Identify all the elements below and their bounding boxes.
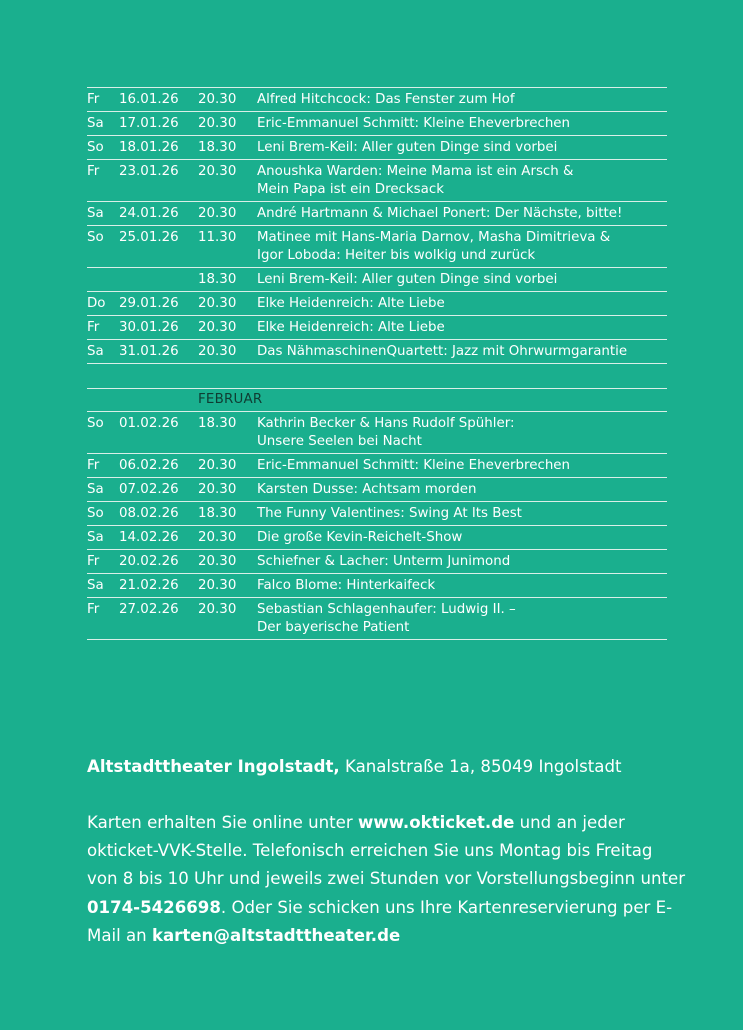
event-date: 25.01.26 xyxy=(119,230,179,245)
event-title xyxy=(257,481,667,499)
event-time: 20.30 xyxy=(198,296,237,311)
event-day: Sa xyxy=(87,530,104,545)
event-day: So xyxy=(87,416,104,431)
event-time: 11.30 xyxy=(198,230,237,245)
event-date: 16.01.26 xyxy=(119,92,179,107)
event-row xyxy=(87,550,667,574)
email-link[interactable]: karten@altstadttheater.de xyxy=(151,925,401,945)
event-title xyxy=(257,229,667,265)
event-title-line: André Hartmann & Michael Ponert: Der Nächste, bitte! xyxy=(257,206,623,221)
event-date: 23.01.26 xyxy=(119,164,179,179)
event-title-line: Eric-Emmanuel Schmitt: Kleine Eheverbrechen xyxy=(257,116,571,131)
event-day: So xyxy=(87,140,104,155)
event-row xyxy=(87,268,667,292)
event-day: Sa xyxy=(87,344,104,359)
event-day: Fr xyxy=(87,554,100,569)
event-date: 01.02.26 xyxy=(119,416,179,431)
event-row xyxy=(87,340,667,364)
event-title xyxy=(257,577,667,595)
event-date: 21.02.26 xyxy=(119,578,179,593)
event-day: Fr xyxy=(87,164,100,179)
event-time: 18.30 xyxy=(198,416,237,431)
month-label: FEBRUAR xyxy=(198,392,263,407)
event-row xyxy=(87,598,667,640)
january-rows xyxy=(87,87,667,364)
event-title xyxy=(257,205,667,223)
event-row xyxy=(87,136,667,160)
event-title xyxy=(257,319,667,337)
ticket-info-text-1: Karten erhalten Sie online unter xyxy=(87,813,358,832)
event-title-line: Falco Blome: Hinterkaifeck xyxy=(257,578,436,593)
event-time: 20.30 xyxy=(198,320,237,335)
event-date: 18.01.26 xyxy=(119,140,179,155)
event-time: 20.30 xyxy=(198,92,237,107)
event-row xyxy=(87,160,667,202)
event-day: Fr xyxy=(87,458,100,473)
schedule-table xyxy=(87,87,667,640)
event-title-line: Schiefner & Lacher: Unterm Junimond xyxy=(257,554,511,569)
event-title-line: Unsere Seelen bei Nacht xyxy=(257,434,422,449)
event-day: So xyxy=(87,230,104,245)
event-time: 18.30 xyxy=(198,506,237,521)
event-day: Fr xyxy=(87,320,100,335)
event-time: 20.30 xyxy=(198,206,237,221)
event-row xyxy=(87,478,667,502)
event-day: Sa xyxy=(87,206,104,221)
event-row xyxy=(87,316,667,340)
event-title-line: Leni Brem-Keil: Aller guten Dinge sind vorbei xyxy=(257,140,558,155)
event-time: 20.30 xyxy=(198,164,237,179)
event-title xyxy=(257,601,667,637)
event-title xyxy=(257,91,667,109)
event-date: 17.01.26 xyxy=(119,116,179,131)
event-date: 24.01.26 xyxy=(119,206,179,221)
event-title-line: Das NähmaschinenQuartett: Jazz mit Ohrwurmgarantie xyxy=(257,344,628,359)
event-date: 27.02.26 xyxy=(119,602,179,617)
event-date: 20.02.26 xyxy=(119,554,179,569)
event-title xyxy=(257,271,667,289)
event-title-line: Elke Heidenreich: Alte Liebe xyxy=(257,296,445,311)
venue-address xyxy=(87,754,687,780)
event-time: 20.30 xyxy=(198,482,237,497)
event-title-line: Elke Heidenreich: Alte Liebe xyxy=(257,320,445,335)
event-date: 06.02.26 xyxy=(119,458,179,473)
event-day: So xyxy=(87,506,104,521)
event-date: 31.01.26 xyxy=(119,344,179,359)
event-date: 29.01.26 xyxy=(119,296,179,311)
event-row xyxy=(87,202,667,226)
event-day: Sa xyxy=(87,482,104,497)
event-title-line: Matinee mit Hans-Maria Darnov, Masha Dimitrieva & xyxy=(257,230,611,245)
event-row xyxy=(87,112,667,136)
event-title-line: Leni Brem-Keil: Aller guten Dinge sind vorbei xyxy=(257,272,558,287)
website-link[interactable]: www.okticket.de xyxy=(358,813,515,832)
event-time: 20.30 xyxy=(198,344,237,359)
event-title-line: Eric-Emmanuel Schmitt: Kleine Eheverbrechen xyxy=(257,458,571,473)
event-day: Fr xyxy=(87,92,100,107)
event-date: 30.01.26 xyxy=(119,320,179,335)
footer-info xyxy=(87,754,687,950)
event-title-line: Alfred Hitchcock: Das Fenster zum Hof xyxy=(257,92,515,107)
event-time: 20.30 xyxy=(198,578,237,593)
event-title xyxy=(257,553,667,571)
event-row xyxy=(87,412,667,454)
event-date: 07.02.26 xyxy=(119,482,179,497)
event-title xyxy=(257,139,667,157)
event-title xyxy=(257,163,667,199)
event-time: 20.30 xyxy=(198,458,237,473)
event-title-line: Anoushka Warden: Meine Mama ist ein Arsch & xyxy=(257,164,574,179)
event-row xyxy=(87,526,667,550)
month-header-february xyxy=(87,389,667,412)
event-time: 18.30 xyxy=(198,272,237,287)
event-row xyxy=(87,574,667,598)
event-row xyxy=(87,454,667,478)
event-time: 18.30 xyxy=(198,140,237,155)
event-title-line: Igor Loboda: Heiter bis wolkig und zurück xyxy=(257,248,536,263)
section-spacer xyxy=(87,364,667,389)
event-row xyxy=(87,87,667,112)
event-date: 14.02.26 xyxy=(119,530,179,545)
february-rows xyxy=(87,412,667,640)
event-row xyxy=(87,502,667,526)
event-title-line: Kathrin Becker & Hans Rudolf Spühler: xyxy=(257,416,515,431)
event-day: Fr xyxy=(87,602,100,617)
event-title xyxy=(257,457,667,475)
event-time: 20.30 xyxy=(198,116,237,131)
event-date: 08.02.26 xyxy=(119,506,179,521)
event-title xyxy=(257,505,667,523)
event-time: 20.30 xyxy=(198,554,237,569)
event-title xyxy=(257,529,667,547)
event-day: Do xyxy=(87,296,106,311)
event-day: Sa xyxy=(87,116,104,131)
event-title-line: Der bayerische Patient xyxy=(257,620,410,635)
event-title-line: Die große Kevin-Reichelt-Show xyxy=(257,530,463,545)
venue-name: Altstadttheater Ingolstadt, xyxy=(87,757,340,776)
phone-number[interactable]: 0174-5426698 xyxy=(87,897,221,917)
ticket-info-text-3: . Oder Sie schicken uns Ihre Kartenreservierung per E-Mail an xyxy=(87,897,673,945)
event-title xyxy=(257,295,667,313)
venue-street: Kanalstraße 1a, 85049 Ingolstadt xyxy=(339,757,622,776)
event-title-line: Mein Papa ist ein Drecksack xyxy=(257,182,444,197)
event-time: 20.30 xyxy=(198,530,237,545)
event-title-line: The Funny Valentines: Swing At Its Best xyxy=(257,506,522,521)
event-title xyxy=(257,343,667,361)
event-title-line: Karsten Dusse: Achtsam morden xyxy=(257,482,477,497)
event-title-line: Sebastian Schlagenhaufer: Ludwig II. – xyxy=(257,602,516,617)
event-title xyxy=(257,415,667,451)
ticket-info xyxy=(87,809,687,950)
event-time: 20.30 xyxy=(198,602,237,617)
event-row xyxy=(87,292,667,316)
event-row xyxy=(87,226,667,268)
ticket-info-text-2: und an jeder okticket-VVK-Stelle. Telefonisch erreichen Sie uns Montag bis Freitag von 8 bis 10 Uhr und jeweils zwei Stunden vor Vorstellungsbeginn unter xyxy=(87,813,686,889)
event-day: Sa xyxy=(87,578,104,593)
event-title xyxy=(257,115,667,133)
